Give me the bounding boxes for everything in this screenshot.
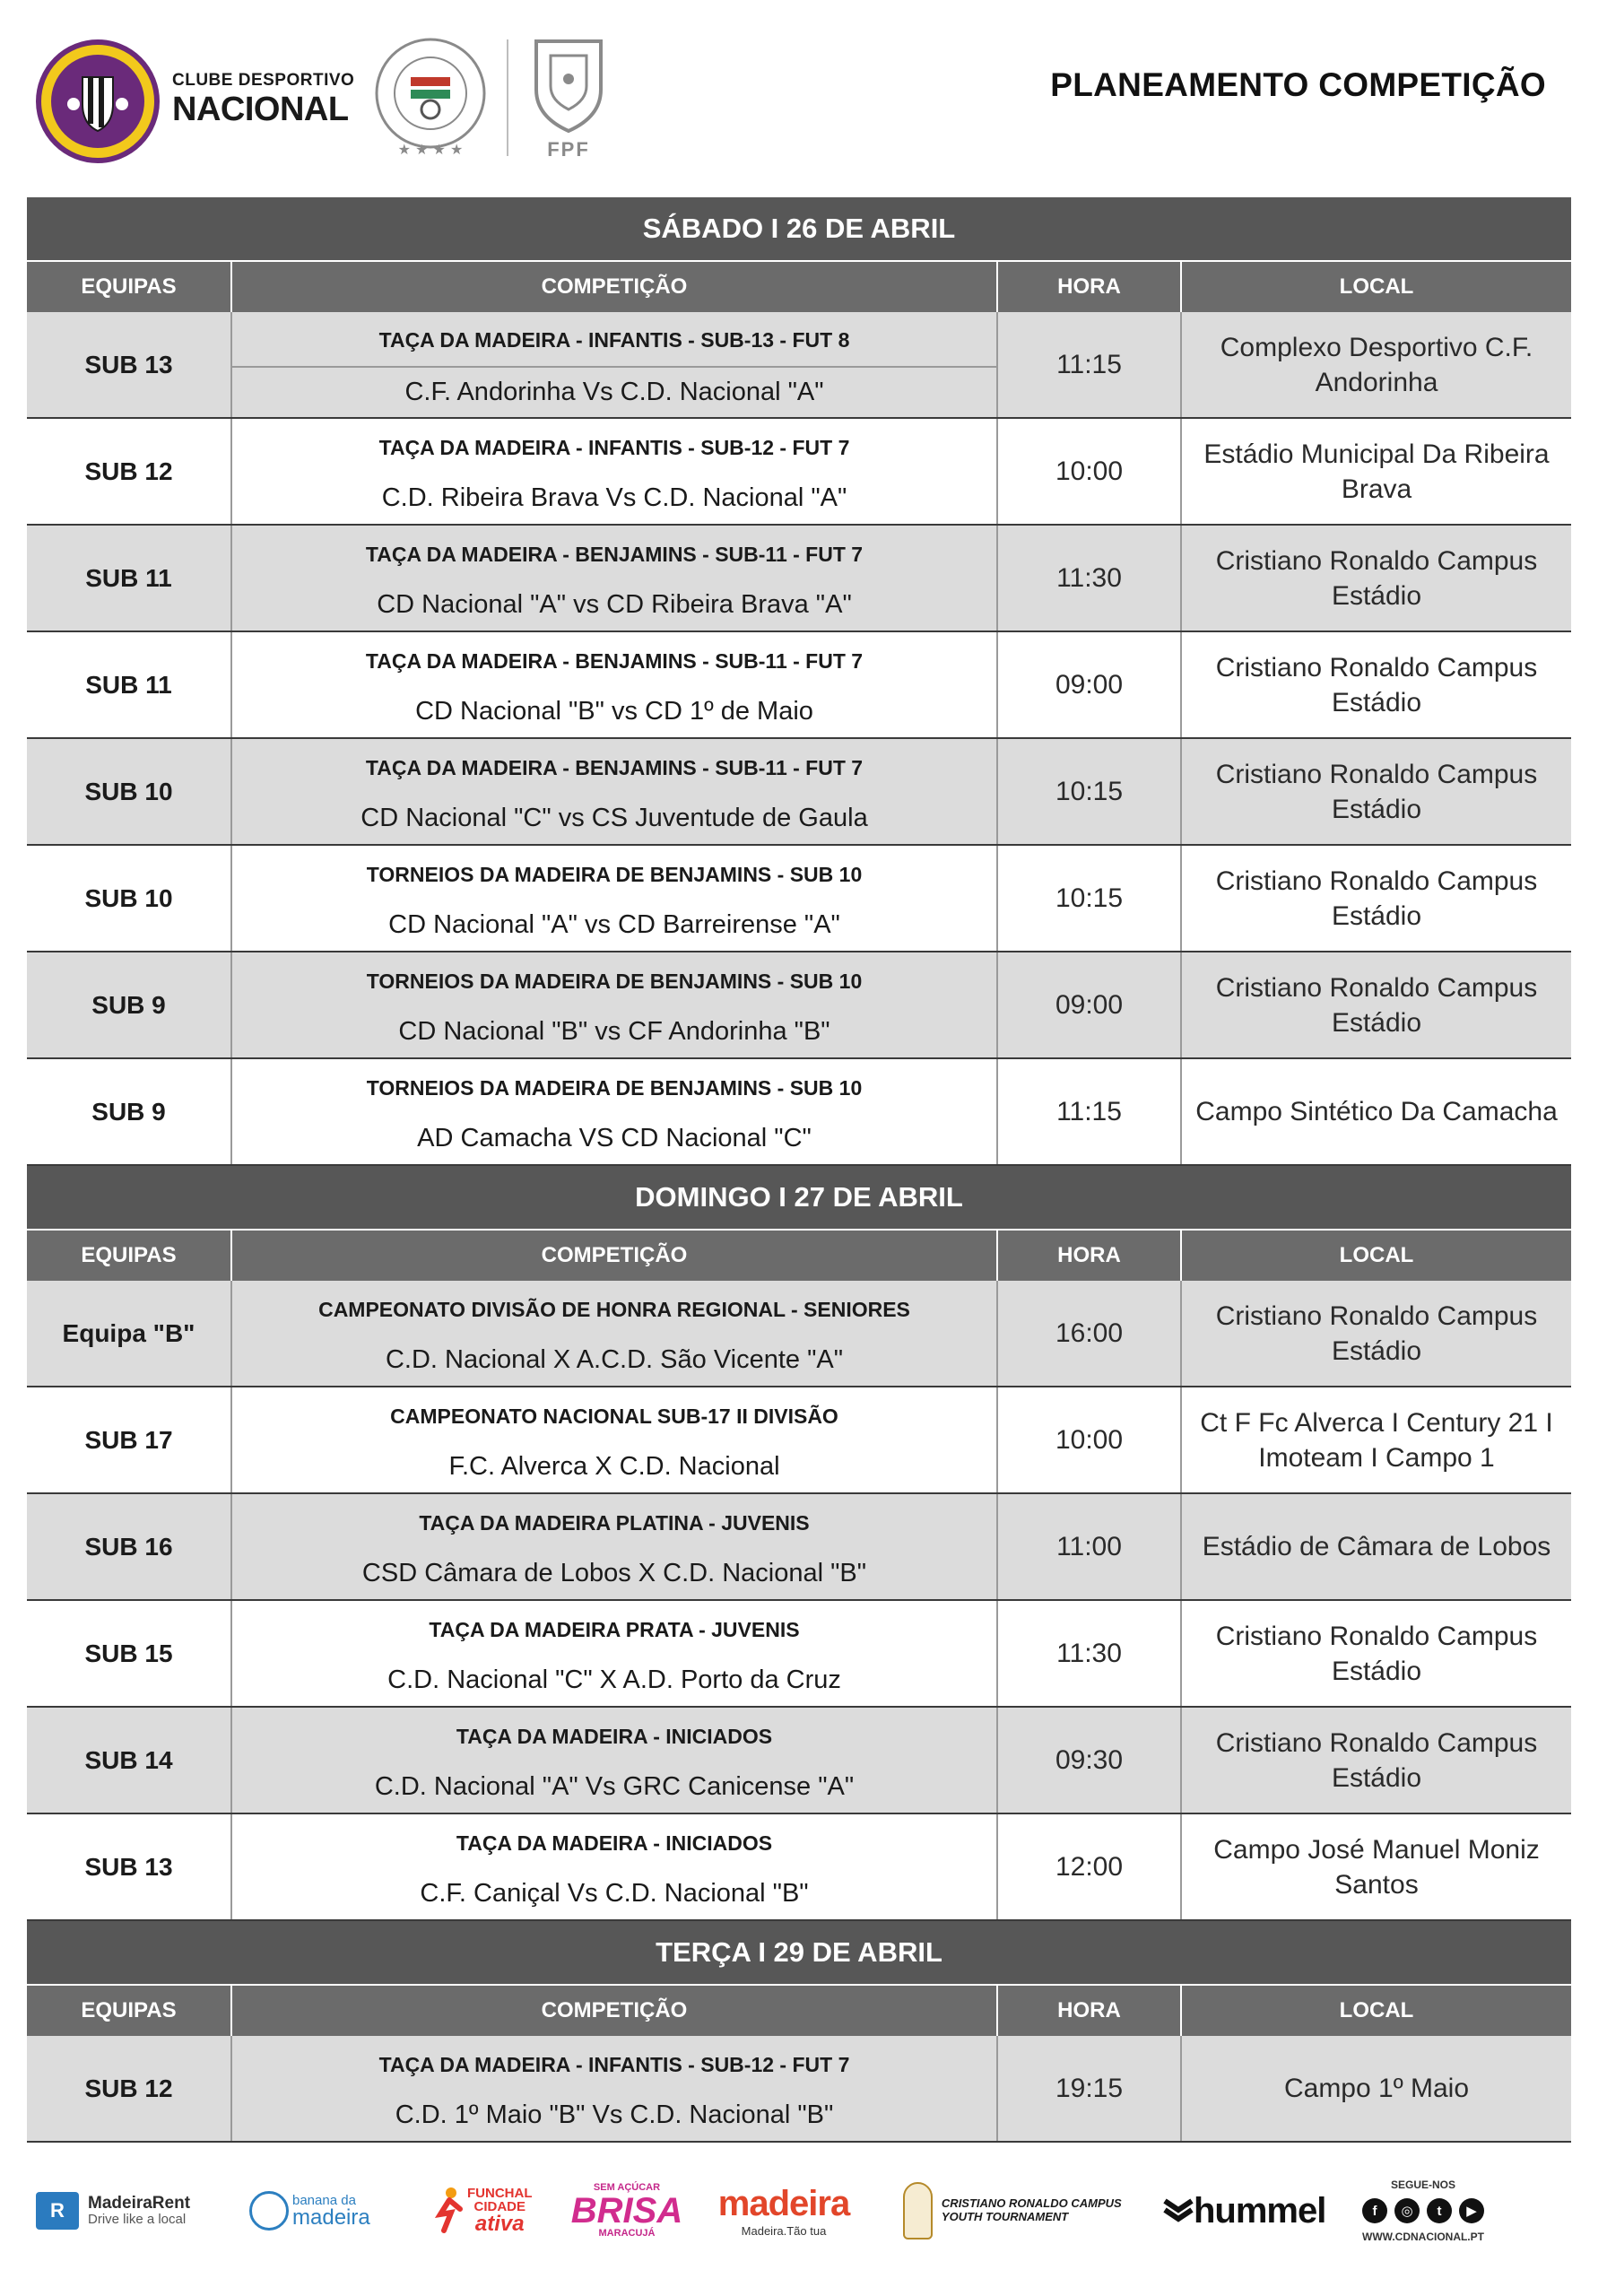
kickoff-time: 11:15 xyxy=(998,1059,1182,1164)
kickoff-time: 19:15 xyxy=(998,2036,1182,2141)
match-fixture: C.D. Nacional "A" Vs GRC Canicense "A" xyxy=(374,1772,855,1802)
column-header-teams: EQUIPAS xyxy=(27,1986,232,2036)
venue-cell: Complexo Desportivo C.F. Andorinha xyxy=(1220,332,1533,397)
kickoff-time: 11:00 xyxy=(998,1494,1182,1599)
venue-cell: Cristiano Ronaldo Campus Estádio xyxy=(1215,652,1538,718)
competition-cell xyxy=(232,1059,998,1164)
competition-name: TAÇA DA MADEIRA - INICIADOS xyxy=(456,1831,773,1855)
match-fixture: F.C. Alverca X C.D. Nacional xyxy=(448,1452,780,1482)
runner-figure-icon xyxy=(431,2186,467,2236)
match-row xyxy=(27,1601,1571,1708)
club-name-line2: NACIONAL xyxy=(172,91,349,128)
kickoff-time: 11:15 xyxy=(998,312,1182,417)
column-header-venue: LOCAL xyxy=(1339,274,1414,299)
column-header-hour: HORA xyxy=(998,262,1182,312)
banana-circle-icon xyxy=(249,2191,289,2231)
match-fixture: C.D. 1º Maio "B" Vs C.D. Nacional "B" xyxy=(395,2100,834,2130)
campus-crest-icon xyxy=(903,2182,933,2239)
competition-cell xyxy=(232,1601,998,1706)
competition-name: TORNEIOS DA MADEIRA DE BENJAMINS - SUB 10 xyxy=(366,969,863,993)
cristiano-ronaldo-campus-logo xyxy=(903,2182,1145,2239)
competition-name: TAÇA DA MADEIRA - INFANTIS - SUB-13 - FUT 8 xyxy=(232,312,996,368)
team-cell: SUB 14 xyxy=(27,1708,232,1813)
team-cell: SUB 13 xyxy=(27,1814,232,1919)
page-header xyxy=(36,30,1571,165)
brisa-bottom: MARACUJÁ xyxy=(598,2228,656,2239)
column-header-row xyxy=(27,260,1571,312)
fpf-label: FPF xyxy=(547,138,590,161)
team-cell: SUB 15 xyxy=(27,1601,232,1706)
competition-name: TAÇA DA MADEIRA - INFANTIS - SUB-12 - FUT 7 xyxy=(378,435,850,459)
competition-name: TAÇA DA MADEIRA PRATA - JUVENIS xyxy=(429,1617,800,1641)
hummel-logo xyxy=(1163,2191,1342,2231)
match-fixture: CD Nacional "C" vs CS Juventude de Gaula xyxy=(360,804,868,833)
brisa-top: SEM AÇÚCAR xyxy=(593,2182,661,2193)
competition-cell xyxy=(232,846,998,951)
match-fixture: CD Nacional "B" vs CD 1º de Maio xyxy=(415,697,813,726)
social-title: SEGUE-NOS xyxy=(1390,2179,1455,2191)
match-fixture: CSD Câmara de Lobos X C.D. Nacional "B" xyxy=(361,1559,867,1588)
banana-da-madeira-logo xyxy=(249,2191,406,2231)
team-cell: SUB 10 xyxy=(27,739,232,844)
madeirarent-tagline: Drive like a local xyxy=(88,2212,187,2228)
funchal-cidade-ativa-logo xyxy=(431,2186,566,2236)
match-fixture: AD Camacha VS CD Nacional "C" xyxy=(417,1124,812,1153)
team-cell: SUB 12 xyxy=(27,2036,232,2141)
hummel-chevron-icon xyxy=(1163,2197,1194,2224)
campus-text: CRISTIANO RONALDO CAMPUS YOUTH TOURNAMENT xyxy=(941,2196,1122,2223)
kickoff-time: 09:00 xyxy=(998,952,1182,1057)
column-header-venue: LOCAL xyxy=(1339,1998,1414,2022)
competition-name: TORNEIOS DA MADEIRA DE BENJAMINS - SUB 10 xyxy=(366,1075,863,1100)
match-row xyxy=(27,1494,1571,1601)
match-row xyxy=(27,312,1571,419)
sponsors-footer xyxy=(36,2152,1571,2269)
venue-cell: Campo 1º Maio xyxy=(1283,2074,1470,2103)
funchal-line2: CIDADE xyxy=(473,2199,526,2214)
venue-cell: Cristiano Ronaldo Campus Estádio xyxy=(1215,1621,1538,1686)
venue-cell: Cristiano Ronaldo Campus Estádio xyxy=(1215,865,1538,931)
social-links xyxy=(1351,2179,1495,2243)
madeirarent-name: MadeiraRent xyxy=(88,2194,191,2213)
team-cell: SUB 10 xyxy=(27,846,232,951)
funchal-line1: FUNCHAL xyxy=(467,2186,533,2201)
facebook-icon[interactable]: f xyxy=(1362,2198,1387,2223)
team-cell: Equipa "B" xyxy=(27,1281,232,1386)
kickoff-time: 11:30 xyxy=(998,1601,1182,1706)
club-name-line1: CLUBE DESPORTIVO xyxy=(172,71,355,90)
competition-cell xyxy=(232,1814,998,1919)
club-website-link[interactable]: WWW.CDNACIONAL.PT xyxy=(1362,2231,1484,2243)
madeirarent-logo xyxy=(36,2192,215,2230)
competition-name: TAÇA DA MADEIRA PLATINA - JUVENIS xyxy=(419,1510,810,1535)
venue-cell: Cristiano Ronaldo Campus Estádio xyxy=(1215,1727,1538,1793)
brisa-name: BRISA xyxy=(570,2191,683,2231)
match-fixture: CD Nacional "A" vs CD Barreirense "A" xyxy=(388,910,840,940)
instagram-icon[interactable]: ◎ xyxy=(1394,2198,1420,2223)
madeira-logo xyxy=(699,2183,869,2238)
team-cell: SUB 13 xyxy=(27,312,232,417)
team-cell: SUB 16 xyxy=(27,1494,232,1599)
club-name xyxy=(172,72,354,126)
cd-nacional-badge-icon xyxy=(36,39,160,163)
competition-cell xyxy=(232,632,998,737)
competition-name: TAÇA DA MADEIRA - INICIADOS xyxy=(456,1724,773,1748)
match-row xyxy=(27,846,1571,952)
competition-name: CAMPEONATO DIVISÃO DE HONRA REGIONAL - SENIORES xyxy=(318,1297,910,1321)
match-row xyxy=(27,1387,1571,1494)
match-row xyxy=(27,1281,1571,1387)
competition-cell xyxy=(232,526,998,631)
match-row xyxy=(27,1814,1571,1921)
column-header-competition: COMPETIÇÃO xyxy=(232,1231,998,1281)
youtube-icon[interactable]: ▶ xyxy=(1459,2198,1484,2223)
venue-cell: Campo Sintético Da Camacha xyxy=(1195,1097,1558,1126)
venue-cell: Estádio de Câmara de Lobos xyxy=(1202,1532,1551,1561)
svg-text:★ ★ ★ ★: ★ ★ ★ ★ xyxy=(397,141,464,158)
column-header-row xyxy=(27,1229,1571,1281)
match-row xyxy=(27,526,1571,632)
competition-cell xyxy=(232,1494,998,1599)
match-fixture: C.F. Andorinha Vs C.D. Nacional "A" xyxy=(404,377,824,406)
kickoff-time: 09:30 xyxy=(998,1708,1182,1813)
match-fixture: C.D. Nacional X A.C.D. São Vicente "A" xyxy=(385,1345,844,1375)
twitter-icon[interactable]: t xyxy=(1427,2198,1452,2223)
banana-top: banana da xyxy=(292,2192,356,2208)
kickoff-time: 10:00 xyxy=(998,1387,1182,1492)
competition-name: CAMPEONATO NACIONAL SUB-17 II DIVISÃO xyxy=(390,1404,838,1428)
kickoff-time: 11:30 xyxy=(998,526,1182,631)
column-header-teams: EQUIPAS xyxy=(27,1231,232,1281)
match-row xyxy=(27,1059,1571,1166)
match-row xyxy=(27,1708,1571,1814)
match-row xyxy=(27,2036,1571,2143)
kickoff-time: 12:00 xyxy=(998,1814,1182,1919)
venue-cell: Campo José Manuel Moniz Santos xyxy=(1213,1834,1540,1900)
competition-cell xyxy=(232,2036,998,2141)
competition-cell xyxy=(232,1281,998,1386)
competition-name: TAÇA DA MADEIRA - INFANTIS - SUB-12 - FUT 7 xyxy=(378,2052,850,2076)
competition-schedule xyxy=(27,197,1571,2143)
day-header: DOMINGO I 27 DE ABRIL xyxy=(27,1166,1571,1229)
venue-cell: Cristiano Ronaldo Campus Estádio xyxy=(1215,1300,1538,1366)
kickoff-time: 10:00 xyxy=(998,419,1182,524)
match-fixture: CD Nacional "B" vs CF Andorinha "B" xyxy=(398,1017,830,1047)
day-header: TERÇA I 29 DE ABRIL xyxy=(27,1921,1571,1984)
competition-name: TORNEIOS DA MADEIRA DE BENJAMINS - SUB 10 xyxy=(366,862,863,886)
competition-name: TAÇA DA MADEIRA - BENJAMINS - SUB-11 - FUT 7 xyxy=(365,755,864,779)
match-fixture: C.F. Caniçal Vs C.D. Nacional "B" xyxy=(420,1879,809,1909)
match-row xyxy=(27,419,1571,526)
match-fixture: C.D. Nacional "C" X A.D. Porto da Cruz xyxy=(387,1665,841,1695)
match-fixture: C.D. Ribeira Brava Vs C.D. Nacional "A" xyxy=(381,483,847,513)
funchal-line3: ativa xyxy=(474,2212,525,2236)
page-title: PLANEAMENTO COMPETIÇÃO xyxy=(1050,66,1546,103)
kickoff-time: 09:00 xyxy=(998,632,1182,737)
certified-training-entity-seal-icon xyxy=(369,34,491,160)
match-fixture: CD Nacional "A" vs CD Ribeira Brava "A" xyxy=(377,590,852,620)
competition-cell xyxy=(232,1387,998,1492)
team-cell: SUB 11 xyxy=(27,526,232,631)
column-header-hour: HORA xyxy=(998,1986,1182,2036)
team-cell: SUB 12 xyxy=(27,419,232,524)
competition-name: TAÇA DA MADEIRA - BENJAMINS - SUB-11 - FUT 7 xyxy=(365,648,864,673)
madeira-tagline: Madeira.Tão tua xyxy=(741,2223,827,2238)
hummel-name: hummel xyxy=(1194,2190,1326,2231)
madeirarent-mark-icon: R xyxy=(36,2192,79,2230)
kickoff-time: 16:00 xyxy=(998,1281,1182,1386)
team-cell: SUB 17 xyxy=(27,1387,232,1492)
banana-bottom: madeira xyxy=(292,2205,370,2230)
competition-cell xyxy=(232,952,998,1057)
team-cell: SUB 9 xyxy=(27,1059,232,1164)
madeira-name: madeira xyxy=(717,2183,850,2223)
team-cell: SUB 9 xyxy=(27,952,232,1057)
competition-cell xyxy=(232,312,998,417)
column-header-teams: EQUIPAS xyxy=(27,262,232,312)
venue-cell: Cristiano Ronaldo Campus Estádio xyxy=(1215,759,1538,824)
column-header-competition: COMPETIÇÃO xyxy=(232,262,998,312)
match-row xyxy=(27,739,1571,846)
team-cell: SUB 11 xyxy=(27,632,232,737)
header-divider xyxy=(507,39,508,156)
competition-cell xyxy=(232,739,998,844)
match-row xyxy=(27,952,1571,1059)
competition-cell xyxy=(232,419,998,524)
column-header-row xyxy=(27,1984,1571,2036)
venue-cell: Estádio Municipal Da Ribeira Brava xyxy=(1203,439,1550,504)
match-row xyxy=(27,632,1571,739)
competition-name: TAÇA DA MADEIRA - BENJAMINS - SUB-11 - FUT 7 xyxy=(365,542,864,566)
venue-cell: Ct F Fc Alverca I Century 21 I Imoteam I Campo 1 xyxy=(1200,1407,1553,1473)
day-header: SÁBADO I 26 DE ABRIL xyxy=(27,197,1571,260)
column-header-venue: LOCAL xyxy=(1339,1243,1414,1267)
column-header-hour: HORA xyxy=(998,1231,1182,1281)
venue-cell: Cristiano Ronaldo Campus Estádio xyxy=(1215,972,1538,1038)
kickoff-time: 10:15 xyxy=(998,846,1182,951)
venue-cell: Cristiano Ronaldo Campus Estádio xyxy=(1215,545,1538,611)
kickoff-time: 10:15 xyxy=(998,739,1182,844)
column-header-competition: COMPETIÇÃO xyxy=(232,1986,998,2036)
competition-cell xyxy=(232,1708,998,1813)
brisa-logo xyxy=(570,2182,683,2239)
